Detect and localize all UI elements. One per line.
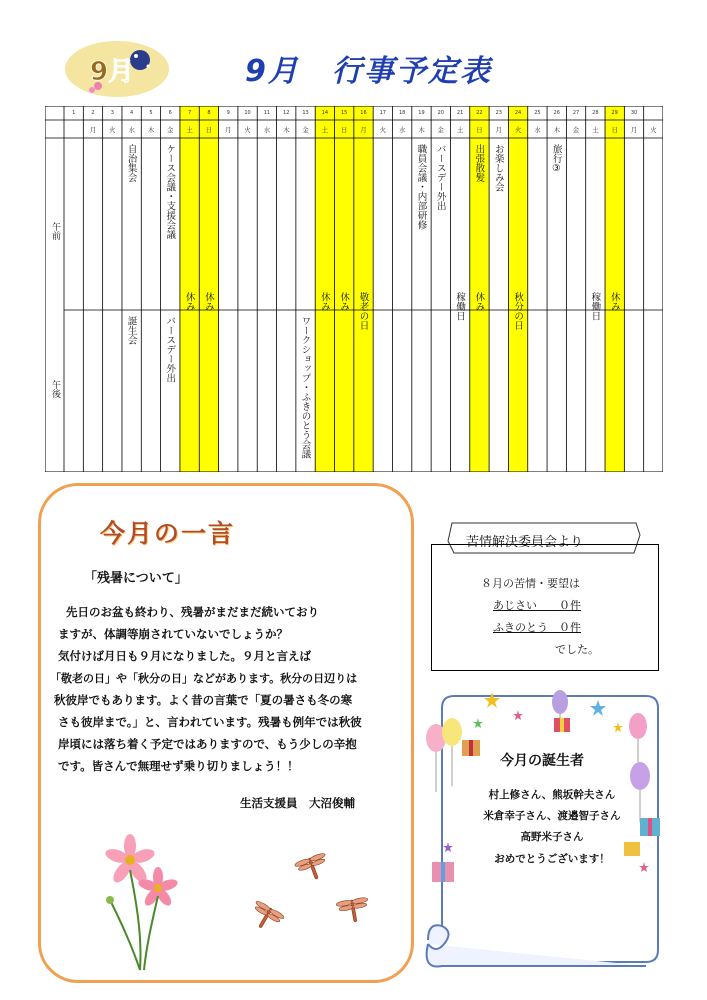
message-line: 気付けば月日も９月になりました。９月と言えば [58, 649, 311, 663]
day-of-week: 日 [205, 126, 213, 134]
day-number: 13 [302, 110, 309, 116]
day-of-week: 木 [147, 126, 155, 134]
message-line: です。皆さんで無理せず乗り切りましょう！！ [58, 759, 299, 773]
pm-event: ワークショップ・ふきのとう会議 [299, 316, 311, 459]
message-subtitle: 「残暑について」 [84, 571, 188, 586]
message-line: 先日のお盆も終わり、残暑がまだまだ続いており [66, 605, 319, 619]
day-status: 休み [202, 292, 214, 311]
dragonfly-icon [246, 852, 371, 935]
day-number: 6 [168, 110, 172, 116]
am-event: 旅行③ [550, 144, 562, 174]
am-label: 午前 [50, 222, 60, 240]
complaint-row-fukinotou: ふきのとう ０件 [493, 621, 581, 634]
day-of-week: 土 [321, 126, 329, 134]
day-number: 17 [379, 110, 386, 116]
birthday-names-line: 高野米子さん [520, 831, 584, 843]
am-event: ケース会議・支援会議 [164, 144, 176, 239]
day-of-week: 木 [553, 126, 560, 134]
complaint-outro: でした。 [555, 643, 599, 656]
day-status: 稼働日 [454, 292, 466, 321]
day-number: 14 [321, 110, 329, 116]
day-of-week: 木 [282, 126, 290, 134]
day-of-week: 水 [534, 126, 541, 134]
day-number: 7 [187, 110, 192, 116]
am-event: お楽しみ会 [492, 144, 504, 192]
september-logo [62, 38, 172, 100]
day-number: 15 [340, 110, 348, 116]
page-title: 9月 行事予定表 [245, 54, 492, 89]
birthday-title: 今月の誕生者 [500, 753, 584, 769]
logo-text: 9月 [90, 57, 135, 87]
day-of-week: 土 [592, 126, 599, 134]
day-of-week: 火 [650, 126, 657, 134]
holiday-column [605, 106, 624, 472]
day-number: 2 [91, 110, 95, 116]
day-of-week: 日 [611, 126, 618, 134]
day-status: 稼働日 [589, 292, 601, 321]
day-of-week: 金 [167, 126, 174, 134]
day-of-week: 金 [572, 126, 580, 134]
day-number: 27 [572, 110, 580, 116]
day-status: 休み [473, 292, 485, 311]
flower-illustration [80, 830, 400, 980]
day-of-week: 火 [109, 126, 116, 134]
day-status: 敬老の日 [357, 292, 369, 330]
day-number: 4 [130, 110, 134, 116]
message-signature: 生活支援員 大沼俊輔 [240, 796, 355, 810]
holiday-column [335, 106, 354, 472]
day-number: 5 [149, 110, 153, 116]
day-of-week: 日 [476, 126, 483, 134]
am-event: 自治集会 [125, 144, 137, 182]
holiday-column [180, 106, 199, 472]
day-of-week: 土 [456, 126, 464, 134]
day-status: 休み [318, 292, 330, 311]
day-of-week: 月 [495, 126, 502, 134]
day-number: 3 [110, 110, 114, 116]
day-of-week: 水 [263, 126, 271, 134]
day-number: 26 [553, 110, 560, 116]
am-event: 出張散髪 [473, 144, 485, 182]
day-number: 1 [72, 110, 76, 116]
cosmos-flower-icon [104, 834, 179, 970]
day-status: 休み [183, 292, 195, 311]
day-status: 秋分の日 [512, 292, 524, 330]
day-number: 18 [398, 110, 406, 116]
day-of-week: 月 [89, 126, 97, 134]
complaint-title: 苦情解決委員会より [466, 535, 584, 550]
day-number: 23 [495, 110, 502, 116]
birthday-names-line: 村上修さん、熊坂幹夫さん [488, 789, 616, 801]
day-of-week: 水 [398, 126, 406, 134]
pm-label: 午後 [50, 380, 60, 398]
day-number: 19 [418, 110, 425, 116]
day-number: 28 [592, 110, 599, 116]
day-of-week: 水 [128, 126, 135, 134]
day-number: 11 [263, 110, 271, 116]
am-event: バースデー外出 [434, 144, 446, 211]
pm-event: 誕生会 [125, 316, 137, 345]
day-number: 10 [244, 110, 251, 116]
birthday-congrats: おめでとうございます！ [494, 853, 610, 865]
holiday-column [354, 106, 373, 472]
pm-event: バースデー外出 [164, 316, 176, 383]
message-line: 「敬老の日」や「秋分の日」などがあります。秋分の日辺りは [50, 672, 358, 685]
day-of-week: 火 [379, 126, 387, 134]
day-of-week: 日 [340, 126, 348, 134]
day-of-week: 月 [630, 126, 638, 134]
schedule-grid [45, 106, 663, 472]
holiday-column [508, 106, 527, 472]
day-of-week: 火 [244, 126, 251, 134]
message-title: 今月の一言 [100, 519, 236, 548]
message-line: さも彼岸まで。」と、言われています。残暑も例年では秋彼 [58, 715, 362, 729]
birthday-names-line: 米倉幸子さん、渡邉智子さん [483, 810, 621, 822]
complaint-intro: ８月の苦情・要望は [481, 577, 580, 590]
day-number: 12 [283, 110, 290, 116]
day-of-week: 木 [418, 126, 425, 134]
day-number: 21 [456, 110, 464, 116]
day-status: 休み [608, 292, 620, 311]
day-of-week: 金 [437, 126, 445, 134]
complaint-row-ajisai: あじさい ０件 [493, 599, 581, 612]
day-number: 9 [226, 110, 230, 116]
message-line: 秋彼岸でもあります。よく昔の言葉で「夏の暑さも冬の寒 [54, 693, 353, 707]
holiday-column [315, 106, 334, 472]
day-number: 24 [514, 110, 522, 116]
day-number: 8 [207, 110, 211, 116]
message-line: 岸頃には落ち着く予定ではありますので、もう少しの辛抱 [58, 737, 357, 751]
day-number: 16 [360, 110, 367, 116]
day-of-week: 月 [224, 126, 232, 134]
day-of-week: 土 [186, 126, 193, 134]
day-number: 22 [476, 110, 483, 116]
message-line: ますが、体調等崩されていないでしょうか？ [58, 627, 288, 641]
day-of-week: 金 [302, 126, 309, 134]
day-number: 20 [437, 110, 444, 116]
day-of-week: 月 [360, 126, 367, 134]
am-event: 職員会議・内部研修 [415, 144, 427, 230]
holiday-column [199, 106, 218, 472]
day-number: 30 [630, 110, 638, 116]
day-number: 25 [534, 110, 541, 116]
day-of-week: 火 [514, 126, 522, 134]
day-status: 休み [338, 292, 350, 311]
day-number: 29 [611, 110, 618, 116]
schedule-table [45, 106, 663, 472]
